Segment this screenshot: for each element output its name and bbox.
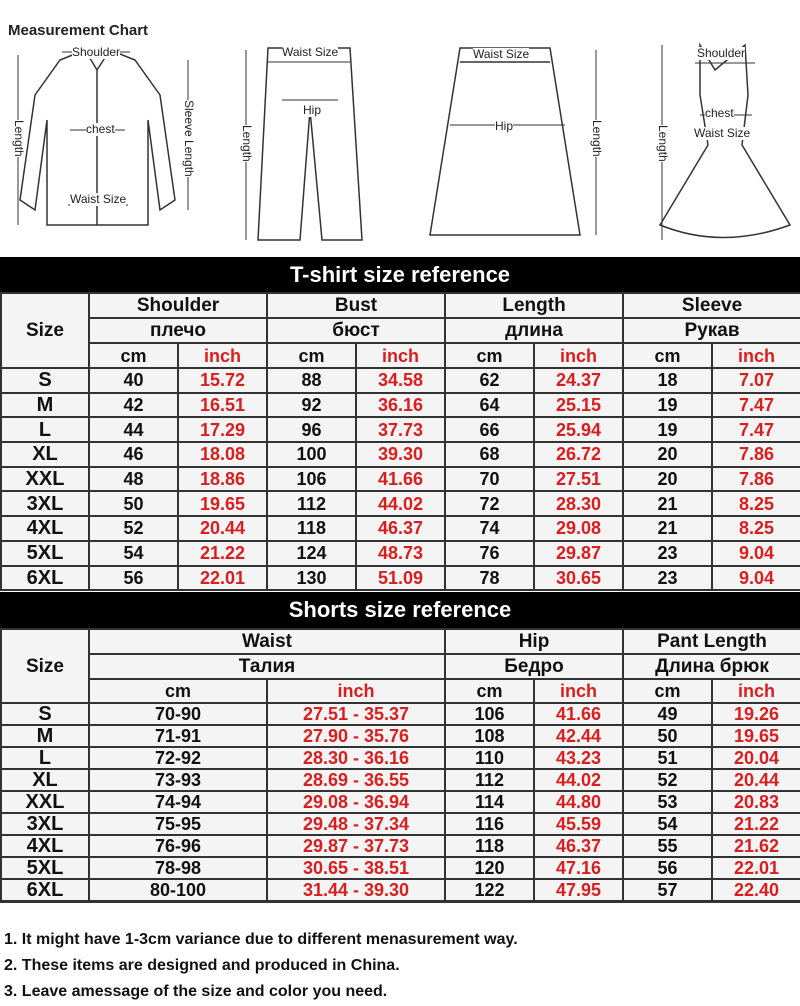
unit-cm-header: cm [445,343,534,368]
pants-length-label: Length [240,125,254,162]
cm-cell: 44 [89,417,178,442]
table-row [1,467,800,492]
cm-cell: 112 [267,491,356,516]
inch-cell: 37.73 [356,417,445,442]
size-cell: 6XL [1,566,89,591]
cm-cell: 96 [267,417,356,442]
cm-cell: 20 [623,442,712,467]
table-row [1,491,800,516]
cm-cell: 57 [623,879,712,901]
inch-cell: 22.01 [712,857,800,879]
inch-cell: 29.08 - 36.94 [267,791,445,813]
skirt-waist-label: Waist Size [473,47,530,61]
inch-cell: 8.25 [712,491,800,516]
cm-cell: 49 [623,703,712,725]
inch-cell: 46.37 [356,516,445,541]
inch-cell: 7.07 [712,368,800,393]
cm-cell: 54 [623,813,712,835]
size-cell: XXL [1,791,89,813]
shorts-size-table [0,628,800,902]
waist-header-ru: Талия [89,654,445,679]
cm-cell: 75-95 [89,813,267,835]
table-row [1,566,800,591]
cm-cell: 70-90 [89,703,267,725]
cm-cell: 64 [445,393,534,418]
inch-cell: 19.65 [178,491,267,516]
unit-cm-header: cm [89,343,178,368]
inch-cell: 48.73 [356,541,445,566]
inch-cell: 30.65 [534,566,623,591]
cm-cell: 124 [267,541,356,566]
inch-cell: 45.59 [534,813,623,835]
sleeve-header: Sleeve [623,293,800,318]
cm-cell: 52 [89,516,178,541]
pant-length-header-ru: Длина брюк [623,654,800,679]
size-cell: 4XL [1,835,89,857]
table-row [1,417,800,442]
table-row [1,747,800,769]
inch-cell: 21.22 [712,813,800,835]
unit-cm-header: cm [445,679,534,703]
inch-cell: 28.69 - 36.55 [267,769,445,791]
unit-cm-header: cm [623,343,712,368]
size-cell: XXL [1,467,89,492]
inch-cell: 16.51 [178,393,267,418]
cm-cell: 106 [445,703,534,725]
cm-cell: 108 [445,725,534,747]
table-row [1,368,800,393]
inch-cell: 44.02 [356,491,445,516]
cm-cell: 19 [623,417,712,442]
inch-cell: 29.08 [534,516,623,541]
unit-inch-header: inch [534,343,623,368]
cm-cell: 46 [89,442,178,467]
cm-cell: 130 [267,566,356,591]
size-cell: 3XL [1,491,89,516]
unit-inch-header: inch [178,343,267,368]
inch-cell: 27.90 - 35.76 [267,725,445,747]
table-row [1,516,800,541]
size-cell: XL [1,769,89,791]
cm-cell: 54 [89,541,178,566]
inch-cell: 20.44 [178,516,267,541]
unit-cm-header: cm [89,679,267,703]
inch-cell: 36.16 [356,393,445,418]
unit-cm-header: cm [267,343,356,368]
pants-hip-label: Hip [303,103,322,117]
cm-cell: 68 [445,442,534,467]
unit-inch-header: inch [267,679,445,703]
inch-cell: 9.04 [712,566,800,591]
table-row [1,791,800,813]
dress-length-label: Length [656,125,670,162]
size-cell: L [1,747,89,769]
cm-cell: 18 [623,368,712,393]
waist-header: Waist [89,629,445,654]
hip-header: Hip [445,629,623,654]
inch-cell: 29.87 [534,541,623,566]
size-cell: S [1,368,89,393]
measurement-chart [0,0,800,257]
inch-cell: 46.37 [534,835,623,857]
cm-cell: 21 [623,516,712,541]
inch-cell: 39.30 [356,442,445,467]
inch-cell: 44.02 [534,769,623,791]
cm-cell: 78-98 [89,857,267,879]
inch-cell: 24.37 [534,368,623,393]
cm-cell: 114 [445,791,534,813]
unit-cm-header: cm [623,679,712,703]
notes [0,901,800,1006]
tshirt-size-table [0,292,800,591]
shorts-section-title: Shorts size reference [0,592,800,628]
inch-cell: 20.83 [712,791,800,813]
cm-cell: 71-91 [89,725,267,747]
inch-cell: 8.25 [712,516,800,541]
length-header: Length [445,293,623,318]
inch-cell: 41.66 [534,703,623,725]
inch-cell: 43.23 [534,747,623,769]
skirt-length-label: Length [590,120,604,157]
table-row [1,541,800,566]
inch-cell: 25.94 [534,417,623,442]
inch-cell: 42.44 [534,725,623,747]
pant-length-header: Pant Length [623,629,800,654]
size-cell: 3XL [1,813,89,835]
table-row [1,442,800,467]
bust-header-ru: бюст [267,318,445,343]
measurement-chart-title: Measurement Chart [8,22,149,39]
cm-cell: 70 [445,467,534,492]
inch-cell: 22.01 [178,566,267,591]
cm-cell: 56 [89,566,178,591]
table-row [1,393,800,418]
inch-cell: 41.66 [356,467,445,492]
cm-cell: 100 [267,442,356,467]
unit-inch-header: inch [712,679,800,703]
size-cell: XL [1,442,89,467]
inch-cell: 21.22 [178,541,267,566]
shirt-shoulder-label: Shoulder [72,45,121,59]
inch-cell: 20.44 [712,769,800,791]
inch-cell: 29.87 - 37.73 [267,835,445,857]
inch-cell: 28.30 - 36.16 [267,747,445,769]
inch-cell: 47.16 [534,857,623,879]
dress-waist-label: Waist Size [694,126,751,140]
shirt-sleeve-label: Sleeve Length [182,100,196,177]
bust-header: Bust [267,293,445,318]
note-3: 3. Leave amessage of the size and color you need. [4,983,388,1000]
size-cell: 4XL [1,516,89,541]
cm-cell: 21 [623,491,712,516]
inch-cell: 15.72 [178,368,267,393]
cm-cell: 122 [445,879,534,901]
inch-cell: 31.44 - 39.30 [267,879,445,901]
size-cell: 6XL [1,879,89,901]
table-row [1,857,800,879]
cm-cell: 62 [445,368,534,393]
cm-cell: 110 [445,747,534,769]
size-cell: M [1,725,89,747]
cm-cell: 19 [623,393,712,418]
cm-cell: 72 [445,491,534,516]
cm-cell: 48 [89,467,178,492]
inch-cell: 51.09 [356,566,445,591]
cm-cell: 56 [623,857,712,879]
cm-cell: 118 [267,516,356,541]
table-row [1,835,800,857]
size-cell: 5XL [1,857,89,879]
dress-chest-label: chest [705,106,734,120]
inch-cell: 47.95 [534,879,623,901]
inch-cell: 9.04 [712,541,800,566]
inch-cell: 7.47 [712,417,800,442]
inch-cell: 7.86 [712,442,800,467]
cm-cell: 50 [623,725,712,747]
size-cell: M [1,393,89,418]
cm-cell: 53 [623,791,712,813]
cm-cell: 120 [445,857,534,879]
cm-cell: 51 [623,747,712,769]
table-row [1,703,800,725]
inch-cell: 26.72 [534,442,623,467]
inch-cell: 17.29 [178,417,267,442]
inch-cell: 19.26 [712,703,800,725]
dress-shoulder-label: Shoulder [697,46,746,60]
unit-inch-header: inch [534,679,623,703]
table-row [1,769,800,791]
cm-cell: 72-92 [89,747,267,769]
inch-cell: 20.04 [712,747,800,769]
sleeve-header-ru: Рукав [623,318,800,343]
hip-header-ru: Бедро [445,654,623,679]
size-header: Size [1,629,89,703]
unit-inch-header: inch [356,343,445,368]
note-1: 1. It might have 1-3cm variance due to different menasurement way. [4,931,518,948]
cm-cell: 42 [89,393,178,418]
shoulder-header-ru: плечо [89,318,267,343]
table-row [1,813,800,835]
inch-cell: 28.30 [534,491,623,516]
inch-cell: 44.80 [534,791,623,813]
shoulder-header: Shoulder [89,293,267,318]
inch-cell: 18.86 [178,467,267,492]
table-row [1,725,800,747]
cm-cell: 112 [445,769,534,791]
cm-cell: 78 [445,566,534,591]
inch-cell: 25.15 [534,393,623,418]
inch-cell: 27.51 - 35.37 [267,703,445,725]
unit-inch-header: inch [712,343,800,368]
size-cell: S [1,703,89,725]
cm-cell: 74-94 [89,791,267,813]
shirt-waist-label: Waist Size [70,192,127,206]
cm-cell: 23 [623,541,712,566]
inch-cell: 29.48 - 37.34 [267,813,445,835]
length-header-ru: длина [445,318,623,343]
tshirt-section-title: T-shirt size reference [0,257,800,292]
cm-cell: 80-100 [89,879,267,901]
cm-cell: 55 [623,835,712,857]
inch-cell: 21.62 [712,835,800,857]
size-cell: 5XL [1,541,89,566]
note-2: 2. These items are designed and produced in China. [4,957,400,974]
pants-waist-label: Waist Size [282,45,339,59]
cm-cell: 116 [445,813,534,835]
inch-cell: 34.58 [356,368,445,393]
cm-cell: 106 [267,467,356,492]
shirt-length-label: Length [12,120,26,157]
inch-cell: 19.65 [712,725,800,747]
cm-cell: 76 [445,541,534,566]
inch-cell: 27.51 [534,467,623,492]
table-row [1,879,800,901]
size-cell: L [1,417,89,442]
cm-cell: 76-96 [89,835,267,857]
size-header: Size [1,293,89,368]
inch-cell: 30.65 - 38.51 [267,857,445,879]
cm-cell: 66 [445,417,534,442]
cm-cell: 74 [445,516,534,541]
inch-cell: 7.86 [712,467,800,492]
cm-cell: 40 [89,368,178,393]
cm-cell: 20 [623,467,712,492]
cm-cell: 52 [623,769,712,791]
cm-cell: 73-93 [89,769,267,791]
cm-cell: 92 [267,393,356,418]
cm-cell: 88 [267,368,356,393]
cm-cell: 118 [445,835,534,857]
cm-cell: 23 [623,566,712,591]
shirt-chest-label: chest [86,122,115,136]
inch-cell: 18.08 [178,442,267,467]
inch-cell: 7.47 [712,393,800,418]
skirt-hip-label: Hip [495,119,514,133]
inch-cell: 22.40 [712,879,800,901]
cm-cell: 50 [89,491,178,516]
